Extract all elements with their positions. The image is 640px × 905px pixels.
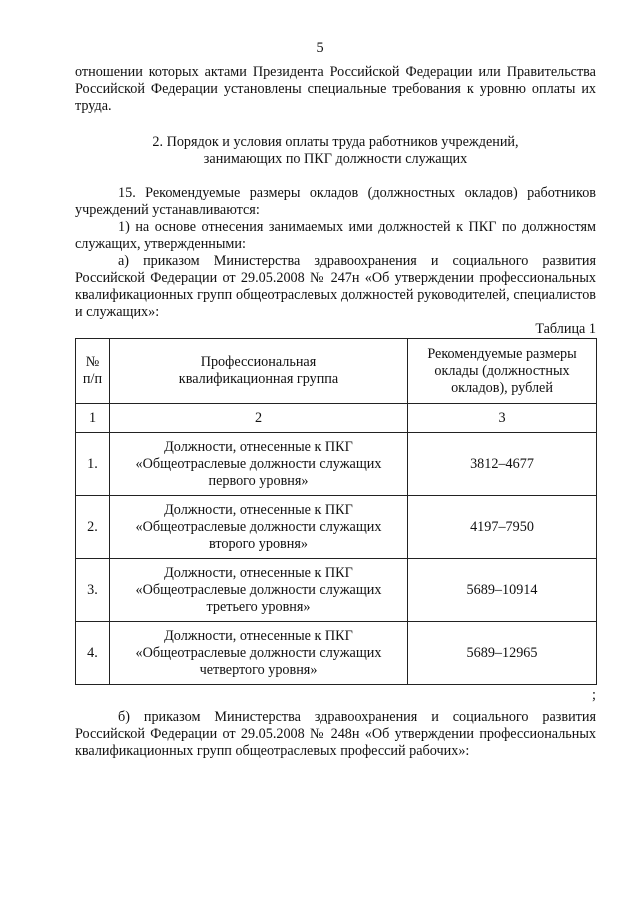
salary-table xyxy=(75,338,597,685)
intro-line-1: отношении которых актами Президента Российской Федерации или xyxy=(75,64,501,80)
row-group: Должности, отнесенные к ПКГ «Общеотраслевые должности служащих четвертого уровня» xyxy=(110,622,408,685)
row-group: Должности, отнесенные к ПКГ «Общеотраслевые должности служащих первого уровня» xyxy=(110,433,408,496)
subparagraph-b-line-1: б) приказом Министерства здравоохранения и социального развития xyxy=(118,709,596,725)
intro-line-3: уровню оплаты их труда. xyxy=(75,81,597,114)
row-num: 3. xyxy=(76,559,110,622)
row-group: Должности, отнесенные к ПКГ «Общеотраслевые должности служащих второго уровня» xyxy=(110,496,408,559)
table-row xyxy=(76,559,597,622)
header-salary: Рекомендуемые размеры оклады (должностных окладов), рублей xyxy=(408,339,597,404)
subparagraph-b-line-4: рабочих»: xyxy=(409,743,470,759)
section-heading xyxy=(75,134,596,168)
subparagraph-1-line-1: 1) на основе отнесения занимаемых ими должностей к ПКГ по должностям xyxy=(118,219,596,235)
table-row xyxy=(76,433,597,496)
page-number: 5 xyxy=(316,40,324,56)
subparagraph-a-line-1: а) приказом Министерства здравоохранения и социального развития xyxy=(118,253,596,269)
row-num: 1. xyxy=(76,433,110,496)
section-heading-line-2: занимающих по ПКГ должности служащих xyxy=(203,151,468,167)
row-salary: 4197–7950 xyxy=(408,496,597,559)
col-number-2: 2 xyxy=(110,404,408,433)
subparagraph-1 xyxy=(75,219,596,253)
subparagraph-b-line-3: профессиональных квалификационных групп общеотраслевых профессий xyxy=(75,726,596,759)
subparagraph-1-line-2: служащих, утвержденными: xyxy=(75,236,246,252)
row-num: 4. xyxy=(76,622,110,685)
row-num: 2. xyxy=(76,496,110,559)
paragraph-15 xyxy=(75,185,596,219)
table-caption: Таблица 1 xyxy=(535,321,596,337)
subparagraph-a-line-4: руководителей, специалистов и служащих»: xyxy=(75,287,596,320)
col-number-3: 3 xyxy=(408,404,597,433)
subparagraph-a xyxy=(75,253,596,321)
intro-line-2: Правительства Российской Федерации установлены специальные требования к xyxy=(75,64,596,97)
table-header-row xyxy=(76,339,597,404)
section-heading-line-1: 2. Порядок и условия оплаты труда работников учреждений, xyxy=(152,134,519,150)
row-salary: 3812–4677 xyxy=(408,433,597,496)
subparagraph-a-line-2: Российской Федерации от 29.05.2008 № 247н «Об утверждении xyxy=(75,270,475,286)
intro-paragraph xyxy=(75,64,596,115)
row-group: Должности, отнесенные к ПКГ «Общеотраслевые должности служащих третьего уровня» xyxy=(110,559,408,622)
row-salary: 5689–10914 xyxy=(408,559,597,622)
table-column-numbers-row xyxy=(76,404,597,433)
col-number-1: 1 xyxy=(76,404,110,433)
paragraph-15-line-1: 15. Рекомендуемые размеры окладов (должностных окладов) работников xyxy=(118,185,596,201)
row-salary: 5689–12965 xyxy=(408,622,597,685)
subparagraph-b xyxy=(75,709,596,760)
paragraph-15-line-2: учреждений устанавливаются: xyxy=(75,202,260,218)
table-end-mark: ; xyxy=(592,687,596,703)
table-row xyxy=(76,622,597,685)
table-row xyxy=(76,496,597,559)
subparagraph-a-line-3: профессиональных квалификационных групп общеотраслевых должностей xyxy=(75,270,596,303)
header-group: Профессиональная квалификационная группа xyxy=(110,339,408,404)
page-content xyxy=(75,64,596,760)
subparagraph-b-line-2: Российской Федерации от 29.05.2008 № 248н «Об утверждении xyxy=(75,726,475,742)
header-num: № п/п xyxy=(76,339,110,404)
